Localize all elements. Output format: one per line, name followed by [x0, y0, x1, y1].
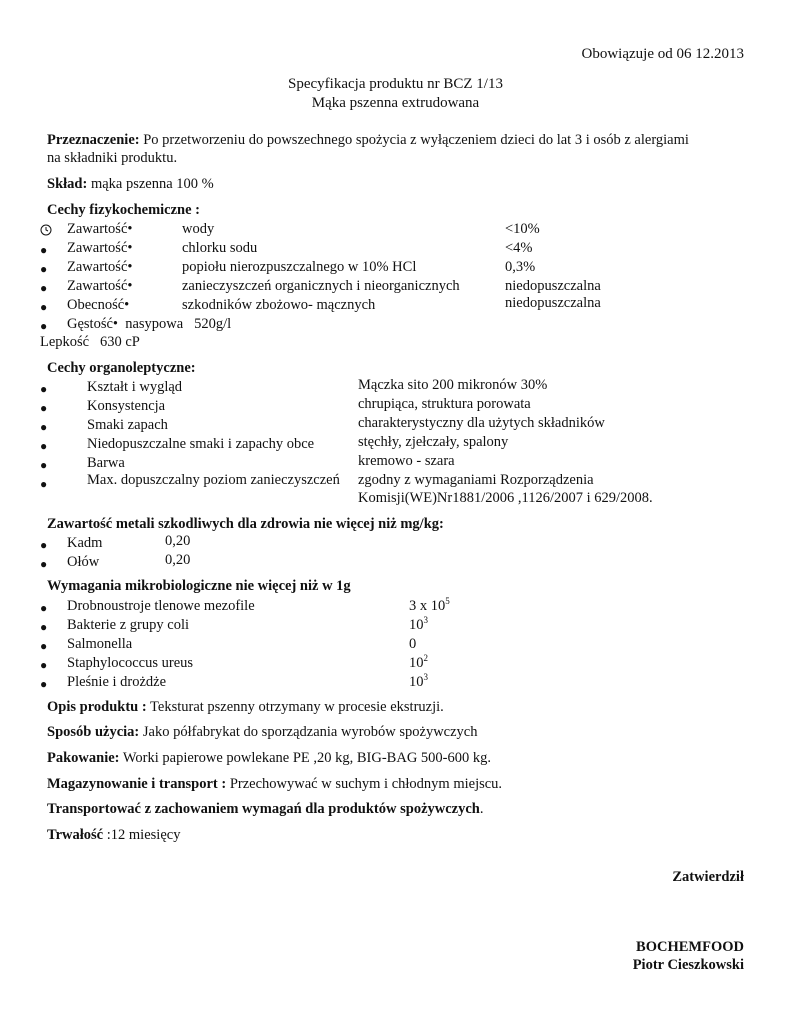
bullet-icon: ● — [40, 420, 48, 434]
metal-row-label: Ołów — [67, 554, 100, 570]
metals-heading: Zawartość metali szkodliwych dla zdrowia nie więcej niż mg/kg: — [47, 516, 444, 532]
sposob-label: Sposób użycia: — [47, 724, 140, 740]
micro-heading: Wymagania mikrobiologiczne nie więcej niż w 1g — [47, 578, 351, 594]
sklad-label: Skład: — [47, 176, 88, 192]
physico-row-value: <4% — [505, 240, 533, 256]
bullet-icon: ● — [40, 281, 48, 295]
magazyn-text: Przechowywać w suchym i chłodnym miejscu. — [229, 776, 503, 792]
physico-row-value: <10% — [505, 221, 540, 237]
bullet-icon: ● — [40, 319, 48, 333]
micro-row-value: 3 x $10^5$ — [409, 596, 450, 614]
physico-row-name: chlorku sodu — [182, 240, 258, 256]
bullet-icon: ● — [40, 658, 48, 672]
physico-row-label: Zawartość• — [67, 240, 133, 256]
organoleptic-row-label: Barwa — [87, 455, 125, 471]
product-title: Mąka pszenna extrudowana — [311, 95, 480, 111]
spec-title: Specyfikacja produktu nr BCZ 1/13 — [288, 76, 503, 92]
physico-row-value: 0,3% — [505, 259, 536, 275]
micro-row-value: $10^3$ — [409, 615, 428, 633]
bullet-icon: ● — [40, 677, 48, 691]
organoleptic-row-value: kremowo - szara — [358, 453, 455, 469]
organoleptic-row-label: Konsystencja — [87, 398, 166, 414]
physico-row-label: Zawartość• — [67, 259, 133, 275]
approved-label: Zatwierdził — [672, 869, 744, 885]
magazyn-label: Magazynowanie i transport : — [47, 776, 227, 792]
transport-label: Transportować z zachowaniem wymagań dla produktów spożywczych — [47, 801, 480, 817]
physico-row-label: Zawartość• — [67, 278, 133, 294]
przeznaczenie-line2: na składniki produktu. — [47, 150, 178, 166]
signatory-name: Piotr Cieszkowski — [632, 957, 744, 973]
physico-row-label: Obecność• — [67, 297, 130, 313]
organoleptic-last-continuation: Komisji(WE)Nr1881/2006 ,1126/2007 i 629/2008. — [358, 490, 653, 506]
bullet-icon: ● — [40, 382, 48, 396]
micro-row-label: Pleśnie i drożdże — [67, 674, 167, 690]
transport-text: . — [479, 801, 484, 817]
viscosity-line: Lepkość 630 cP — [40, 334, 140, 350]
organoleptic-row-value: chrupiąca, struktura porowata — [358, 396, 531, 412]
sklad-line — [47, 176, 214, 193]
organoleptic-row-label: Niedopuszczalne smaki i zapachy obce — [87, 436, 315, 452]
micro-row-value: 0 — [409, 636, 417, 652]
density-line: Gęstość• nasypowa 520g/l — [67, 316, 232, 332]
micro-row-label: Drobnoustroje tlenowe mezofile — [67, 598, 255, 614]
physico-row-name: szkodników zbożowo- mącznych — [182, 297, 376, 313]
sklad-text: mąka pszenna 100 % — [90, 176, 214, 192]
bullet-icon: ● — [40, 557, 48, 571]
opis-label: Opis produktu : — [47, 699, 147, 715]
bullet-icon: ● — [40, 439, 48, 453]
pakowanie-label: Pakowanie: — [47, 750, 120, 766]
micro-row-value: $10^3$ — [409, 672, 428, 690]
organoleptic-heading: Cechy organoleptyczne: — [47, 360, 196, 376]
organoleptic-row-label: Max. dopuszczalny poziom zanieczyszczeń — [87, 472, 340, 488]
micro-row-label: Salmonella — [67, 636, 133, 652]
bullet-icon: ● — [40, 243, 48, 257]
opis-text: Teksturat pszenny otrzymany w procesie ekstruzji. — [150, 699, 444, 715]
trwalosc-label: Trwałość — [47, 827, 104, 843]
organoleptic-row-value: zgodny z wymaganiami Rozporządzenia — [358, 472, 594, 488]
organoleptic-row-value: charakterystyczny dla użytych składników — [358, 415, 605, 431]
bullet-icon: ● — [40, 620, 48, 634]
bullet-icon: ● — [40, 639, 48, 653]
micro-row-label: Staphylococcus ureus — [67, 655, 194, 671]
physico-row-value: niedopuszczalna — [505, 295, 601, 311]
trwalosc-line — [47, 827, 180, 844]
physico-row-value: niedopuszczalna — [505, 278, 601, 294]
przeznaczenie-label: Przeznaczenie: — [47, 132, 140, 148]
przeznaczenie-text1: Po przetworzeniu do powszechnego spożycia z wyłączeniem dzieci do lat 3 i osób z alergiami — [143, 132, 689, 148]
pakowanie-line — [47, 750, 491, 767]
metal-row-value: 0,20 — [165, 533, 191, 549]
clock-icon — [40, 224, 52, 241]
physico-row-name: wody — [182, 221, 215, 237]
bullet-icon: ● — [40, 262, 48, 276]
physico-row-label: Zawartość• — [67, 221, 133, 237]
metal-row-value: 0,20 — [165, 552, 191, 568]
organoleptic-row-value: Mączka sito 200 mikronów 30% — [358, 377, 548, 393]
transport-line — [47, 801, 483, 818]
przeznaczenie-line1 — [47, 132, 689, 149]
physico-row-name: popiołu nierozpuszczalnego w 10% HCl — [182, 259, 417, 275]
magazyn-line — [47, 776, 502, 793]
physico-heading: Cechy fizykochemiczne : — [47, 202, 201, 218]
effective-date: Obowiązuje od 06 12.2013 — [581, 46, 744, 62]
physico-row-name: zanieczyszczeń organicznych i nieorganicznych — [182, 278, 460, 294]
organoleptic-row-value: stęchły, zjełczały, spalony — [358, 434, 509, 450]
micro-row-label: Bakterie z grupy coli — [67, 617, 189, 633]
opis-line — [47, 699, 444, 716]
bullet-icon: ● — [40, 477, 48, 491]
organoleptic-row-label: Smaki zapach — [87, 417, 168, 433]
bullet-icon: ● — [40, 401, 48, 415]
company-name: BOCHEMFOOD — [636, 939, 744, 955]
bullet-icon: ● — [40, 458, 48, 472]
bullet-icon: ● — [40, 601, 48, 615]
micro-row-value: $10^2$ — [409, 653, 428, 671]
bullet-icon: ● — [40, 538, 48, 552]
pakowanie-text: Worki papierowe powlekane PE ,20 kg, BIG-BAG 500-600 kg. — [122, 750, 491, 766]
metal-row-label: Kadm — [67, 535, 103, 551]
organoleptic-row-label: Kształt i wygląd — [87, 379, 183, 395]
sposob-text: Jako półfabrykat do sporządzania wyrobów spożywczych — [142, 724, 478, 740]
trwalosc-text: :12 miesięcy — [106, 827, 181, 843]
sposob-line — [47, 724, 478, 741]
bullet-icon: ● — [40, 300, 48, 314]
